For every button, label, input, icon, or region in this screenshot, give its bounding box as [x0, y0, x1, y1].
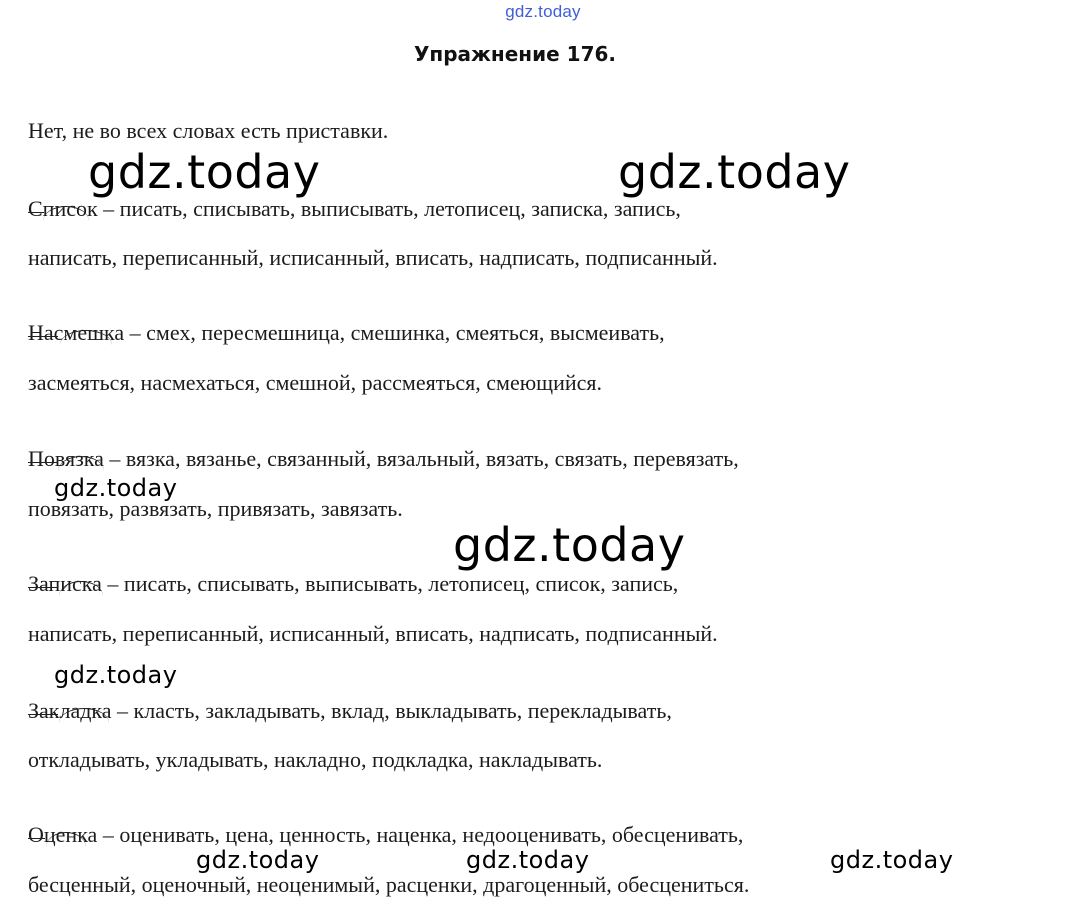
site-watermark-top: gdz.today: [505, 2, 581, 21]
watermark: gdz.today: [196, 846, 320, 874]
word-line-6: повязать, развязать, привязать, завязать.: [28, 496, 403, 521]
word-line-4: засмеяться, насмехаться, смешной, рассмеяться, смеющийся.: [28, 370, 603, 395]
word-line-9: [28, 698, 672, 724]
watermark: gdz.today: [453, 518, 686, 572]
watermark: gdz.today: [618, 145, 851, 199]
line-text: Список – писать, списывать, выписывать, летописец, записка, запись,: [28, 196, 681, 221]
line-text: Закладка – класть, закладывать, вклад, выкладывать, перекладывать,: [28, 698, 672, 723]
line-text: Повязка – вязка, вязанье, связанный, вязальный, вязать, связать, перевязать,: [28, 446, 739, 471]
word-line-12: бесценный, оценочный, неоценимый, расценки, драгоценный, обесцениться.: [28, 872, 750, 897]
word-line-5: [28, 446, 739, 472]
watermark: gdz.today: [830, 846, 954, 874]
word-line-7: [28, 571, 678, 597]
watermark: gdz.today: [88, 145, 321, 199]
watermark: gdz.today: [54, 661, 178, 689]
line-text: Оценка – оценивать, цена, ценность, наценка, недооценивать, обесценивать,: [28, 822, 744, 847]
word-line-1: [28, 196, 681, 222]
word-line-8: написать, переписанный, исписанный, вписать, надписать, подписанный.: [28, 621, 718, 646]
line-text: Записка – писать, списывать, выписывать, летописец, список, запись,: [28, 571, 679, 596]
word-line-3: [28, 320, 665, 346]
word-line-2: написать, переписанный, исписанный, вписать, надписать, подписанный.: [28, 245, 718, 270]
exercise-title: Упражнение 176.: [413, 42, 617, 66]
word-line-11: [28, 822, 743, 848]
intro-line: Нет, не во всех словах есть приставки.: [28, 118, 389, 143]
line-text: Насмешка – смех, пересмешница, смешинка, смеяться, высмеивать,: [28, 320, 665, 345]
watermark: gdz.today: [54, 474, 178, 502]
watermark: gdz.today: [466, 846, 590, 874]
word-line-10: откладывать, укладывать, накладно, подкладка, накладывать.: [28, 747, 603, 772]
